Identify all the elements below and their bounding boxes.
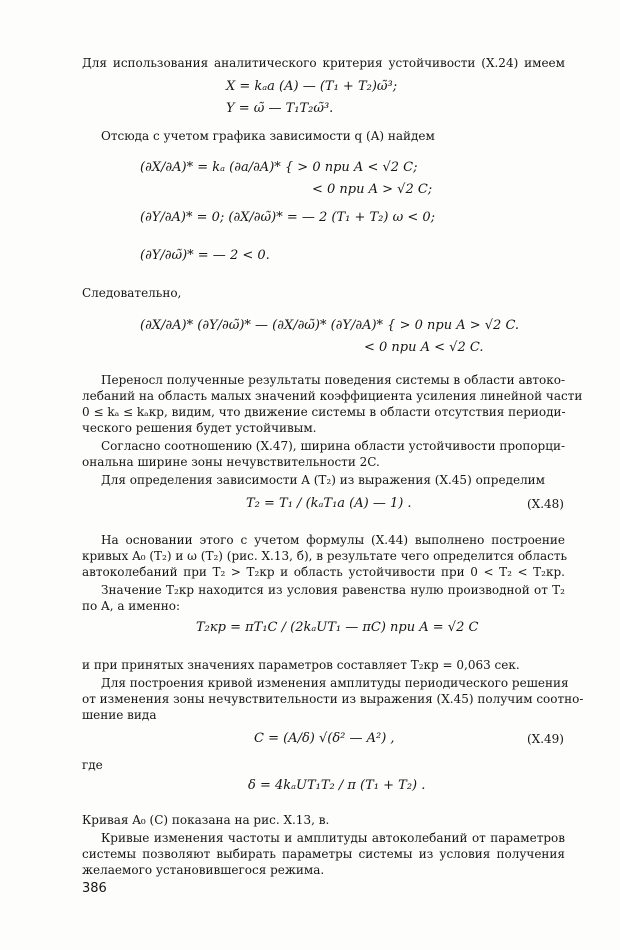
equation-number: (X.48) xyxy=(527,497,564,511)
text-line: шение вида xyxy=(82,708,157,722)
text-line: 0 ≤ kₐ ≤ kₐкр, видим, что движение системы в области отсутствия периоди- xyxy=(82,405,566,419)
text-line: где xyxy=(82,758,103,772)
equation-determinant-case2: < 0 при A < √2 C. xyxy=(364,340,484,355)
equation-t2-critical: T₂кр = πT₁C / (2kₐUT₁ — πC) при A = √2 C xyxy=(196,620,479,635)
text-line: лебаний на область малых значений коэффициента усиления линейной части xyxy=(82,389,583,403)
equation-y: Y = ω̃ — T₁T₂ω̃³. xyxy=(226,101,334,116)
text-line: Переносл полученные результаты поведения системы в области автоко- xyxy=(101,373,565,387)
text-line: ональна ширине зоны нечувствительности 2C. xyxy=(82,455,380,469)
text-line: Для построения кривой изменения амплитуды периодического решения xyxy=(101,676,569,690)
text-line: желаемого установившегося режима. xyxy=(82,863,325,877)
text-line: Отсюда с учетом графика зависимости q (A) найдем xyxy=(101,129,435,143)
equation-x: X = kₐa (A) — (T₁ + T₂)ω̃³; xyxy=(226,79,398,94)
text-line: Следовательно, xyxy=(82,286,182,300)
equation-determinant: (∂X/∂A)* (∂Y/∂ω̃)* — (∂X/∂ω̃)* (∂Y/∂A)* { > 0 при A > √2 C. xyxy=(140,318,520,333)
text-line: Для использования аналитического критерия устойчивости (X.24) имеем xyxy=(82,56,565,70)
page-number: 386 xyxy=(82,881,107,896)
equation-partial-y-a: (∂Y/∂A)* = 0; (∂X/∂ω̃)* = — 2 (T₁ + T₂) ω < 0; xyxy=(140,210,436,225)
text-line: Кривая A₀ (C) показана на рис. X.13, в. xyxy=(82,813,330,827)
text-line: и при принятых значениях параметров составляет T₂кр = 0,063 сек. xyxy=(82,658,520,672)
text-line: от изменения зоны нечувствительности из выражения (X.45) получим соотно- xyxy=(82,692,584,706)
text-line: Кривые изменения частоты и амплитуды автоколебаний от параметров xyxy=(101,831,565,845)
equation-delta: δ = 4kₐUT₁T₂ / π (T₁ + T₂) . xyxy=(248,778,426,793)
equation-partial-y-omega: (∂Y/∂ω̃)* = — 2 < 0. xyxy=(140,248,270,263)
text-line: Значение T₂кр находится из условия равенства нулю производной от T₂ xyxy=(101,583,565,597)
text-line: по A, а именно: xyxy=(82,599,180,613)
equation-t2: T₂ = T₁ / (kₐT₁a (A) — 1) . xyxy=(246,496,412,511)
text-line: Согласно соотношению (X.47), ширина области устойчивости пропорци- xyxy=(101,439,565,453)
text-line: ческого решения будет устойчивым. xyxy=(82,421,317,435)
equation-number: (X.49) xyxy=(527,732,564,746)
text-line: Для определения зависимости A (T₂) из выражения (X.45) определим xyxy=(101,473,546,487)
text-line: автоколебаний при T₂ > T₂кр и область устойчивости при 0 < T₂ < T₂кр. xyxy=(82,565,565,579)
text-line: системы позволяют выбирать параметры системы из условия получения xyxy=(82,847,565,861)
text-line: кривых A₀ (T₂) и ω (T₂) (рис. X.13, б), в результате чего определится область xyxy=(82,549,568,563)
text-line: На основании этого с учетом формулы (X.44) выполнено построение xyxy=(101,533,565,547)
equation-partial-x-a-case2: < 0 при A > √2 C; xyxy=(312,182,433,197)
equation-partial-x-a: (∂X/∂A)* = kₐ (∂a/∂A)* { > 0 при A < √2 C; xyxy=(140,160,418,175)
equation-c: C = (A/δ) √(δ² — A²) , xyxy=(254,731,395,746)
